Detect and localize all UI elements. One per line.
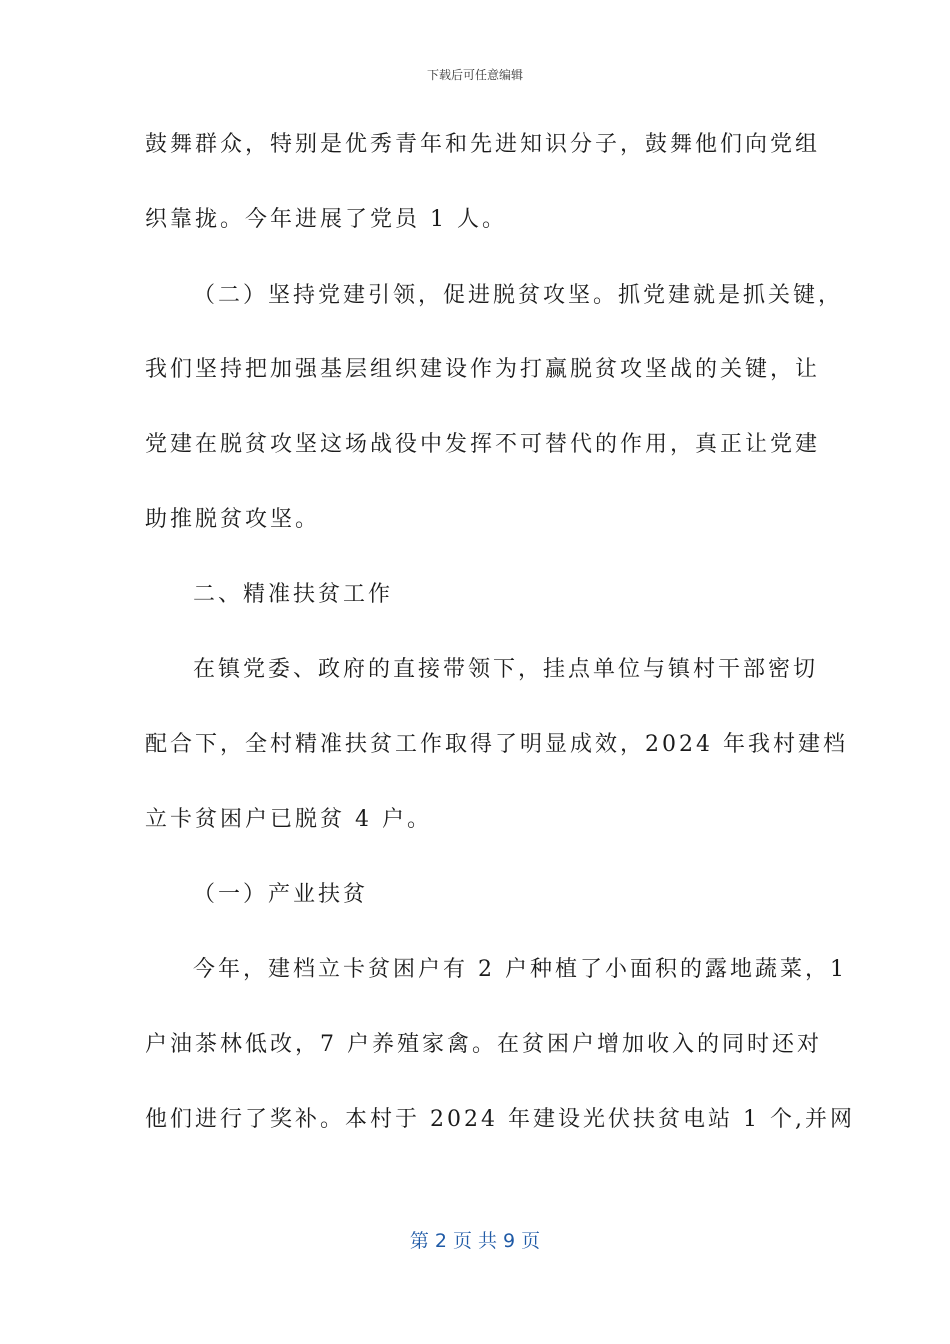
body-line: 配合下，全村精准扶贫工作取得了明显成效，2024 年我村建档 <box>145 732 848 757</box>
body-line: 党建在脱贫攻坚这场战役中发挥不可替代的作用，真正让党建 <box>145 432 821 457</box>
body-line: 立卡贫困户已脱贫 4 户。 <box>145 807 432 832</box>
body-line: 我们坚持把加强基层组织建设作为打赢脱贫攻坚战的关键，让 <box>145 357 821 382</box>
page-number-footer: 第 2 页 共 9 页 <box>409 1230 541 1252</box>
header-note: 下载后可任意编辑 <box>426 68 523 82</box>
body-line: 鼓舞群众，特别是优秀青年和先进知识分子，鼓舞他们向党组 <box>145 132 821 157</box>
body-line: 织靠拢。今年进展了党员 1 人。 <box>145 207 507 232</box>
body-line: 今年，建档立卡贫困户有 2 户种植了小面积的露地蔬菜，1 <box>193 957 847 982</box>
section-heading: 二、精准扶贫工作 <box>193 582 394 607</box>
body-line: 户油茶林低改，7 户养殖家禽。在贫困户增加收入的同时还对 <box>145 1032 822 1057</box>
body-line: （二）坚持党建引领，促进脱贫攻坚。抓党建就是抓关键， <box>193 283 844 308</box>
subsection-heading: （一）产业扶贫 <box>193 882 369 907</box>
body-line: 在镇党委、政府的直接带领下，挂点单位与镇村干部密切 <box>193 657 819 682</box>
body-line: 助推脱贫攻坚。 <box>145 507 321 532</box>
body-line: 他们进行了奖补。本村于 2024 年建设光伏扶贫电站 1 个,并网 <box>145 1107 855 1132</box>
